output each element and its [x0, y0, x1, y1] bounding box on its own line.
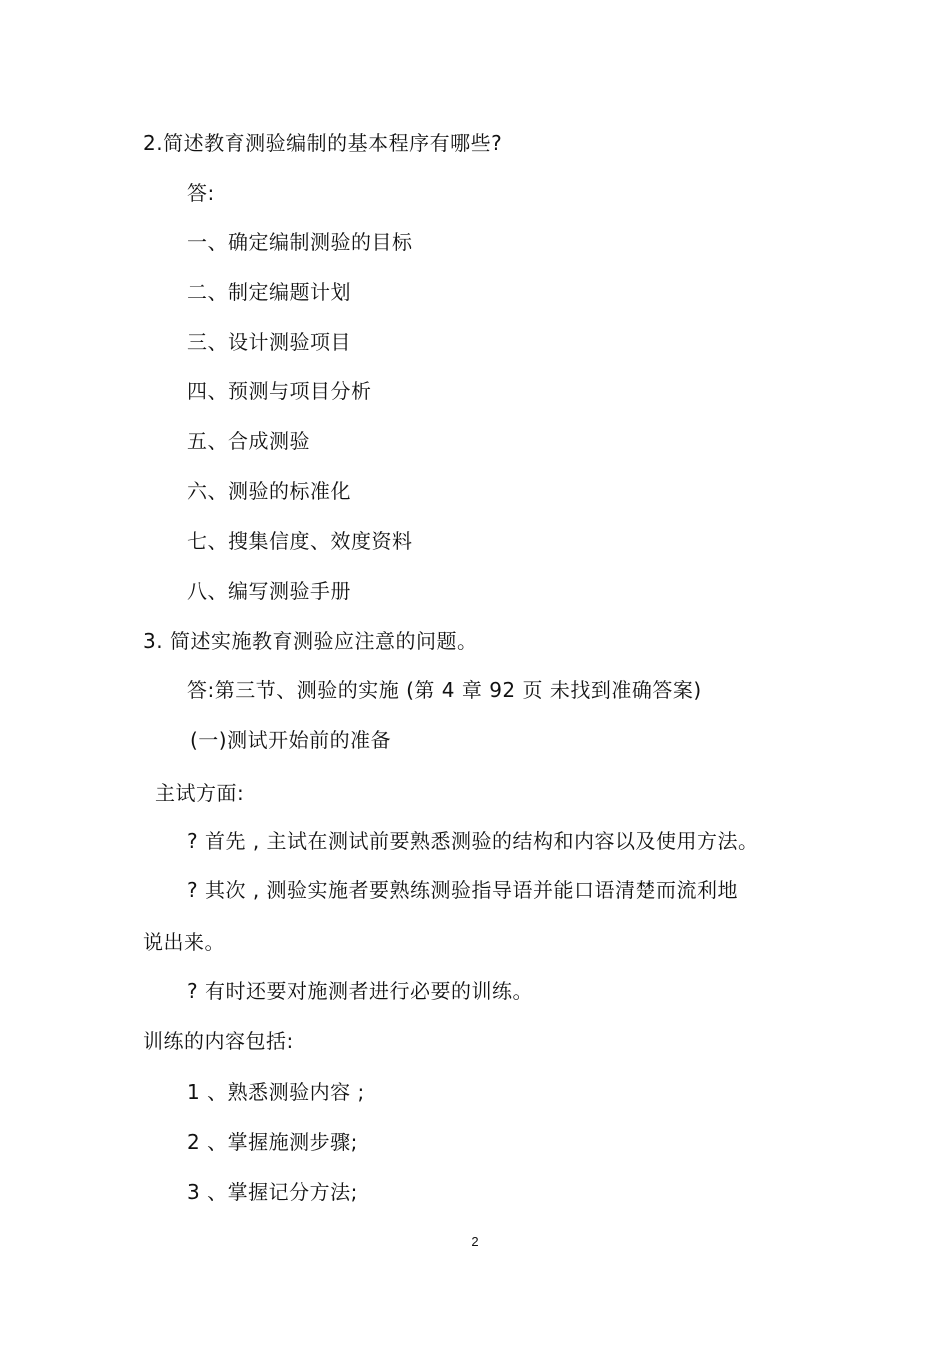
bullet-item: ? 有时还要对施测者进行必要的训练。: [187, 979, 533, 1003]
list-item: 五、合成测验: [187, 429, 310, 453]
answer-label: 答:: [187, 181, 215, 205]
list-item: 3 、掌握记分方法;: [187, 1180, 358, 1204]
list-item: 二、制定编题计划: [187, 280, 351, 304]
question-3-heading: 3. 简述实施教育测验应注意的问题。: [143, 629, 478, 653]
bullet-continuation: 说出来。: [143, 930, 225, 954]
list-item: 七、搜集信度、效度资料: [187, 529, 413, 553]
list-item: 八、编写测验手册: [187, 579, 351, 603]
question-2-heading: 2.简述教育测验编制的基本程序有哪些?: [143, 131, 503, 155]
bullet-item: ? 其次 , 测验实施者要熟练测验指导语并能口语清楚而流利地: [187, 878, 739, 902]
list-item: 一、确定编制测验的目标: [187, 230, 413, 254]
page-number: 2: [471, 1234, 479, 1249]
subsection-heading: 主试方面:: [155, 781, 245, 805]
list-item: 六、测验的标准化: [187, 479, 351, 503]
bullet-item: ? 首先 , 主试在测试前要熟悉测验的结构和内容以及使用方法。: [187, 829, 759, 853]
section-heading: (一)测试开始前的准备: [190, 728, 392, 752]
list-item: 1 、熟悉测验内容 ;: [187, 1080, 365, 1104]
list-item: 2 、掌握施测步骤;: [187, 1130, 358, 1154]
list-item: 三、设计测验项目: [187, 330, 351, 354]
list-item: 四、预测与项目分析: [187, 379, 372, 403]
answer-line: 答:第三节、测验的实施 (第 4 章 92 页 未找到准确答案): [187, 678, 702, 702]
paragraph-text: 训练的内容包括:: [143, 1029, 294, 1053]
